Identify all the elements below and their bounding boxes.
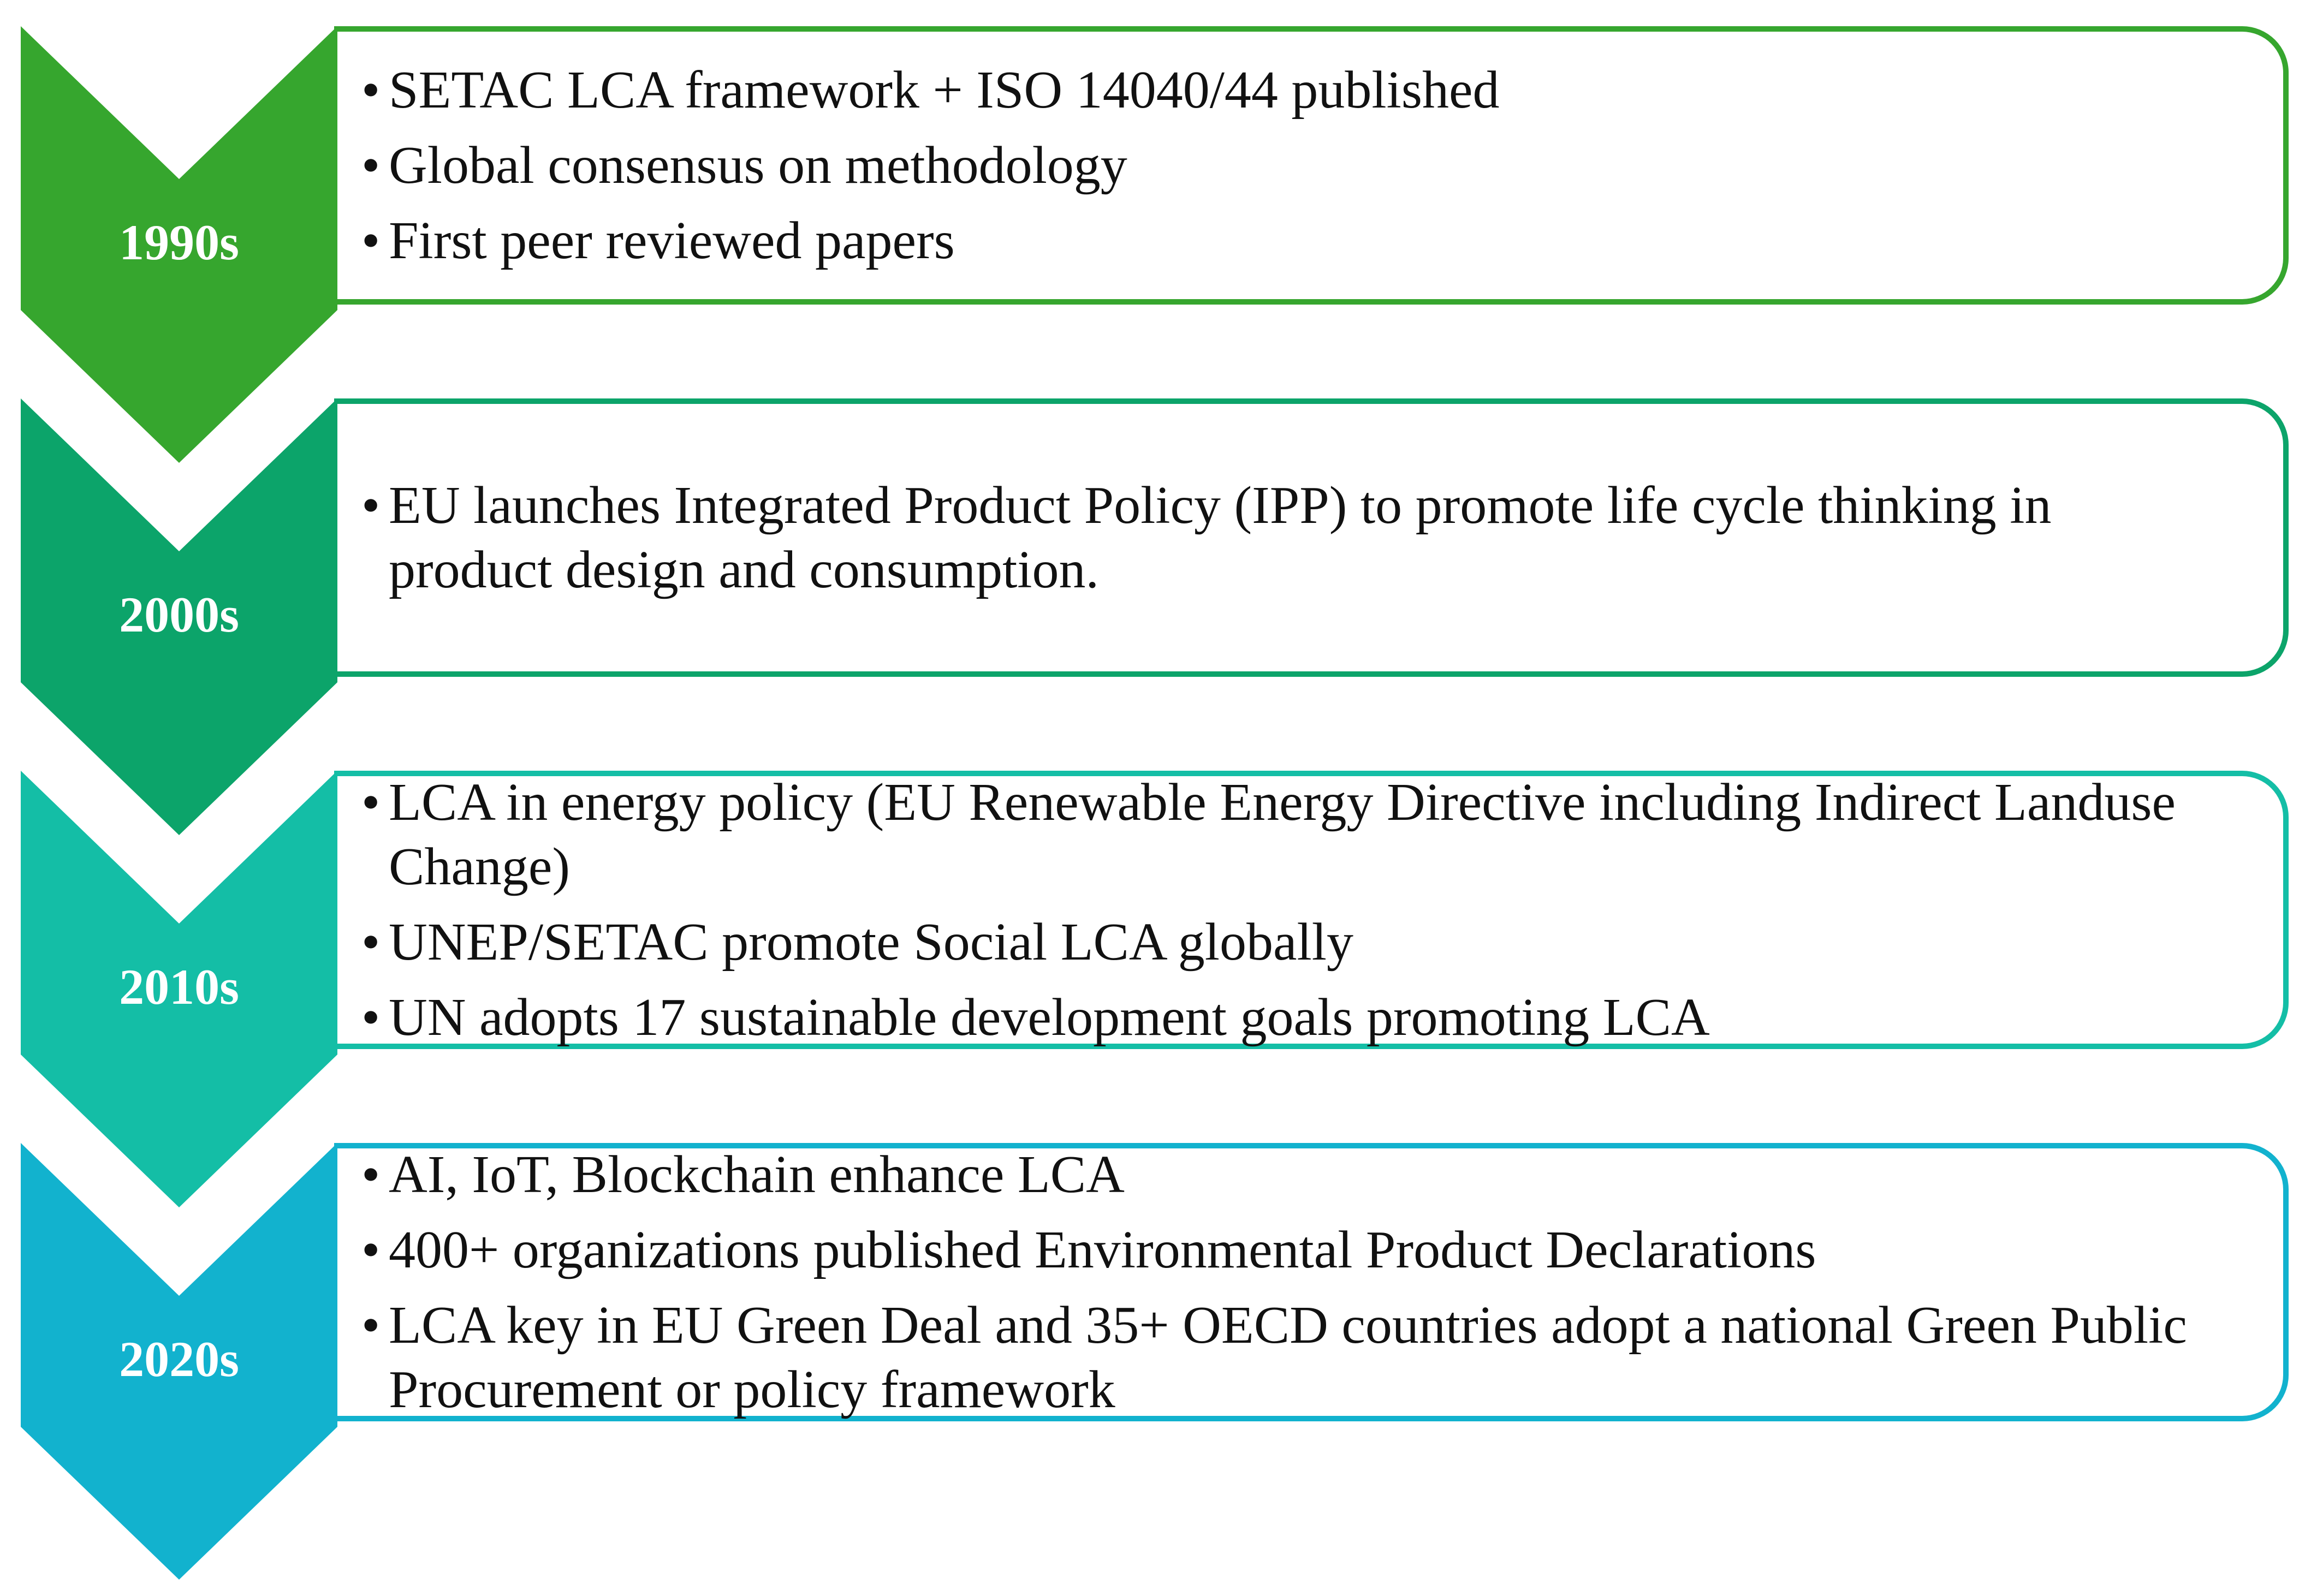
content-box-2000s: [334, 398, 2289, 677]
content-box-2020s: [334, 1143, 2289, 1421]
bullet-2020s-1: • AI, IoT, Blockchain enhance LCA: [361, 1142, 2218, 1207]
era-label-2010s: 2010s: [119, 959, 239, 1015]
bullet-1990s-1: • SETAC LCA framework + ISO 14040/44 published: [361, 58, 2218, 122]
era-label-1990s: 1990s: [119, 215, 239, 270]
content-box-1990s: [334, 26, 2289, 305]
bullet-1990s-2: • Global consensus on methodology: [361, 133, 2218, 198]
bullet-2010s-3: • UN adopts 17 sustainable development goals promoting LCA: [361, 985, 2218, 1050]
content-box-2010s: [334, 771, 2289, 1049]
bullet-2000s-1: • EU launches Integrated Product Policy (IPP) to promote life cycle thinking in product design and consumption.: [361, 473, 2218, 602]
era-label-2020s: 2020s: [119, 1331, 239, 1387]
bullet-2020s-2: • 400+ organizations published Environmental Product Declarations: [361, 1218, 2218, 1282]
bullet-2020s-3: • LCA key in EU Green Deal and 35+ OECD countries adopt a national Green Public Procurement or policy framework: [361, 1293, 2218, 1422]
bullet-list-2000s: [361, 473, 2218, 602]
era-label-2000s: 2000s: [119, 587, 239, 642]
bullet-list-1990s: [361, 58, 2218, 273]
bullet-2010s-1: • LCA in energy policy (EU Renewable Energy Directive including Indirect Landuse Change): [361, 770, 2218, 899]
bullet-list-2010s: [361, 770, 2218, 1050]
bullet-1990s-3: • First peer reviewed papers: [361, 209, 2218, 273]
bullet-list-2020s: [361, 1142, 2218, 1422]
bullet-2010s-2: • UNEP/SETAC promote Social LCA globally: [361, 910, 2218, 974]
